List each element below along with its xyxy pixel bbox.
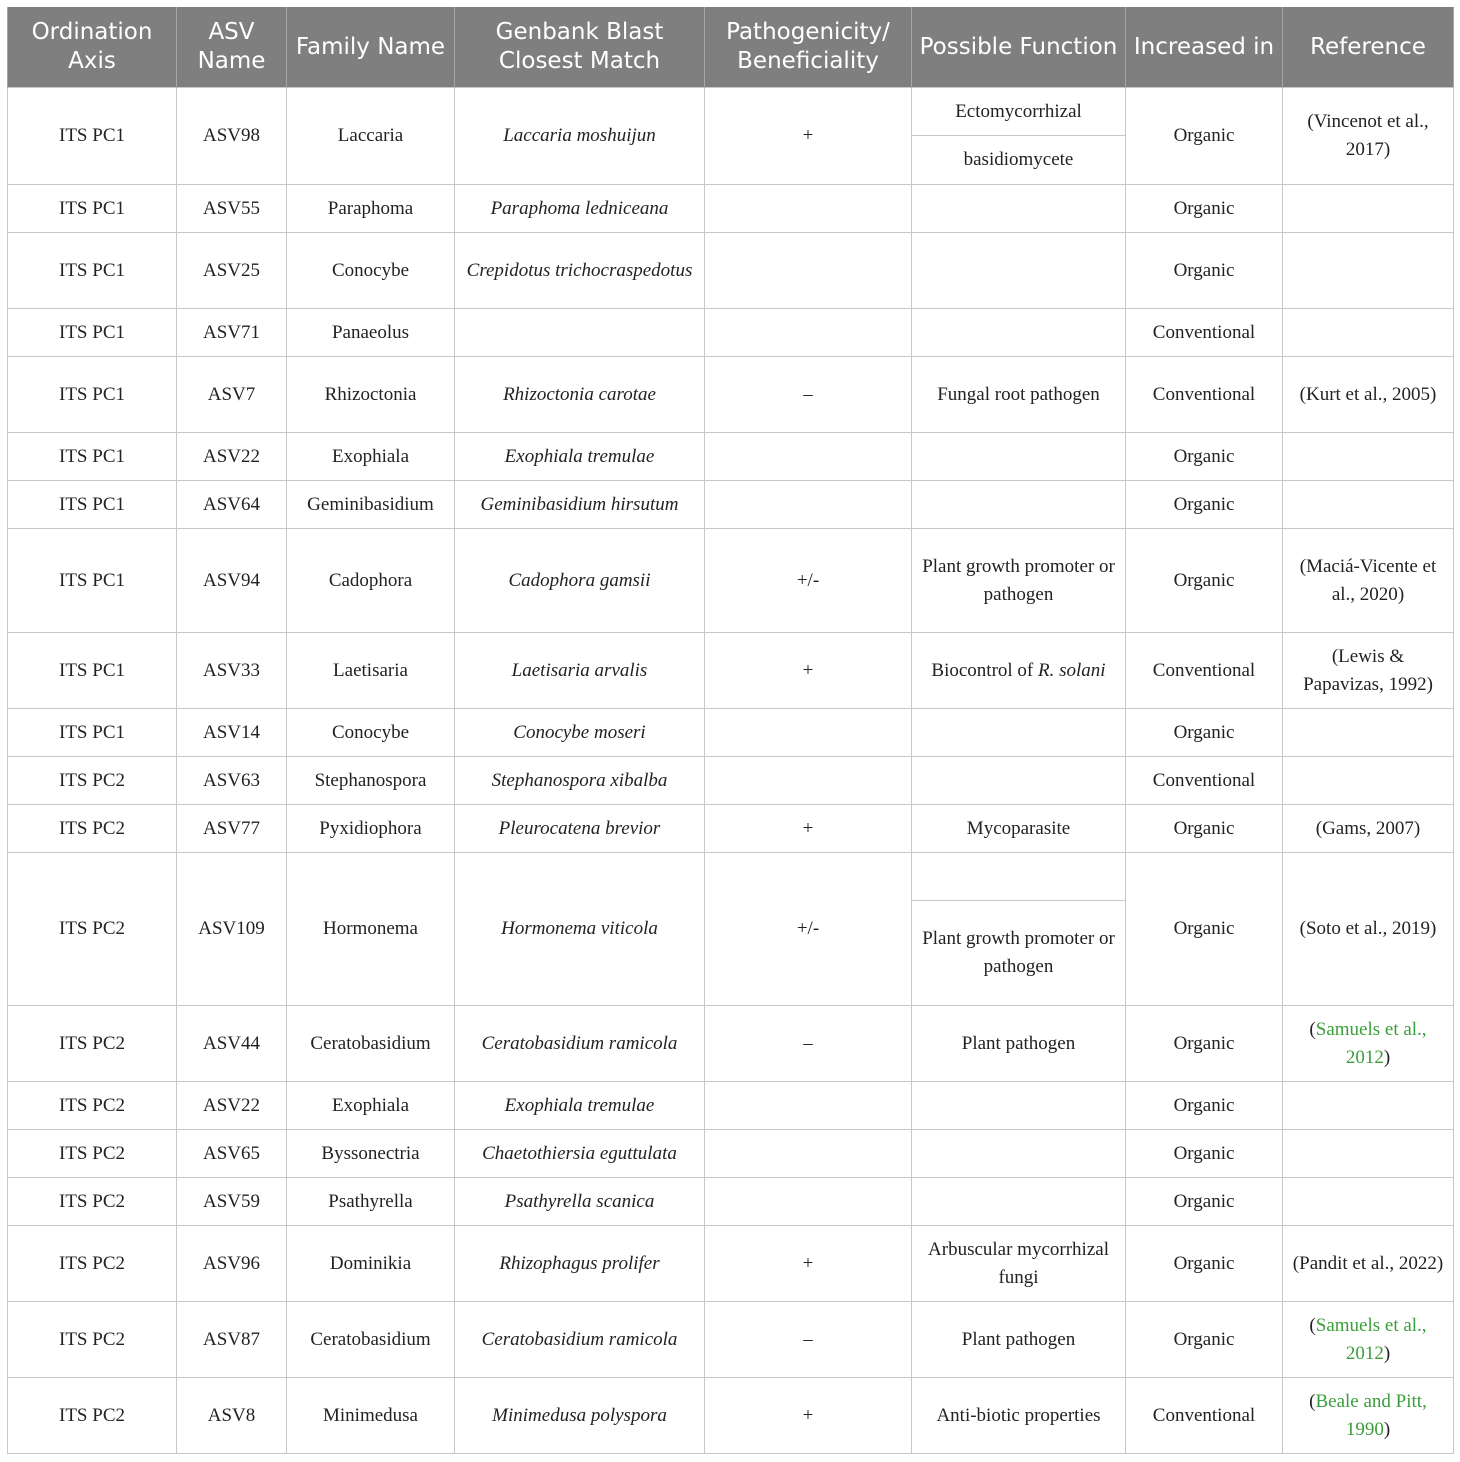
asv-name-cell: ASV22 — [177, 1082, 287, 1130]
table-row — [8, 853, 1454, 1006]
asv-name-cell: ASV94 — [177, 529, 287, 633]
pathogenicity-cell — [705, 481, 912, 529]
closest-match-cell: Crepidotus trichocraspedotus — [455, 233, 705, 309]
reference-cell: (Kurt et al., 2005) — [1283, 357, 1454, 433]
fungal-asv-table — [7, 7, 1454, 1454]
family-name-cell: Geminibasidium — [287, 481, 455, 529]
reference-text: Soto et al., 2019 — [1305, 918, 1431, 939]
possible-function-cell — [912, 481, 1126, 529]
function-subcell: Ectomycorrhizal — [912, 88, 1125, 136]
possible-function-cell — [912, 853, 1126, 1006]
reference-link[interactable]: Samuels et al., 2012 — [1315, 1314, 1427, 1364]
function-subcell: basidiomycete — [963, 149, 1074, 170]
ordination-axis-cell: ITS PC1 — [8, 709, 177, 757]
reference-cell — [1283, 1130, 1454, 1178]
increased-in-cell: Organic — [1126, 1226, 1283, 1302]
table-row — [8, 1302, 1454, 1378]
possible-function-cell: Biocontrol of R. solani — [912, 633, 1126, 709]
increased-in-cell: Conventional — [1126, 357, 1283, 433]
possible-function-cell — [912, 433, 1126, 481]
family-name-cell: Panaeolus — [287, 309, 455, 357]
closest-match-cell: Psathyrella scanica — [455, 1178, 705, 1226]
closest-match-cell: Laccaria moshuijun — [455, 88, 705, 185]
increased-in-cell: Organic — [1126, 1178, 1283, 1226]
increased-in-cell: Conventional — [1126, 757, 1283, 805]
closest-match-cell: Exophiala tremulae — [455, 433, 705, 481]
possible-function-cell: Plant growth promoter or pathogen — [912, 529, 1126, 633]
reference-link[interactable]: Beale and Pitt, 1990 — [1315, 1390, 1427, 1440]
reference-cell — [1283, 309, 1454, 357]
pathogenicity-cell — [705, 233, 912, 309]
reference-cell: (Lewis & Papavizas, 1992) — [1283, 633, 1454, 709]
pathogenicity-cell — [705, 709, 912, 757]
asv-name-cell: ASV63 — [177, 757, 287, 805]
asv-name-cell: ASV33 — [177, 633, 287, 709]
closest-match-cell: Paraphoma ledniceana — [455, 185, 705, 233]
header-increased-in: Increased in — [1126, 7, 1283, 88]
reference-cell: (Pandit et al., 2022) — [1283, 1226, 1454, 1302]
family-name-cell: Stephanospora — [287, 757, 455, 805]
possible-function-cell — [912, 1082, 1126, 1130]
reference-cell: (Samuels et al., 2012) — [1283, 1302, 1454, 1378]
pathogenicity-cell — [705, 1082, 912, 1130]
table-row — [8, 1378, 1454, 1454]
table-row — [8, 433, 1454, 481]
asv-name-cell: ASV55 — [177, 185, 287, 233]
closest-match-cell: Rhizophagus prolifer — [455, 1226, 705, 1302]
table-row — [8, 1130, 1454, 1178]
reference-cell — [1283, 481, 1454, 529]
ordination-axis-cell: ITS PC1 — [8, 233, 177, 309]
family-name-cell: Paraphoma — [287, 185, 455, 233]
reference-cell — [1283, 433, 1454, 481]
ordination-axis-cell: ITS PC1 — [8, 357, 177, 433]
table-row — [8, 1178, 1454, 1226]
increased-in-cell: Organic — [1126, 1130, 1283, 1178]
table-row — [8, 481, 1454, 529]
family-name-cell: Conocybe — [287, 709, 455, 757]
closest-match-cell: Chaetothiersia eguttulata — [455, 1130, 705, 1178]
ordination-axis-cell: ITS PC2 — [8, 1178, 177, 1226]
table-row — [8, 357, 1454, 433]
family-name-cell: Exophiala — [287, 433, 455, 481]
increased-in-cell: Organic — [1126, 433, 1283, 481]
pathogenicity-cell: + — [705, 805, 912, 853]
reference-text: Lewis & Papavizas, 1992 — [1303, 645, 1427, 695]
closest-match-cell — [455, 309, 705, 357]
increased-in-cell: Organic — [1126, 853, 1283, 1006]
increased-in-cell: Organic — [1126, 709, 1283, 757]
reference-text: Pandit et al., 2022 — [1299, 1252, 1437, 1274]
closest-match-cell: Exophiala tremulae — [455, 1082, 705, 1130]
ordination-axis-cell: ITS PC2 — [8, 1302, 177, 1378]
asv-name-cell: ASV59 — [177, 1178, 287, 1226]
reference-link[interactable]: Samuels et al., 2012 — [1315, 1018, 1427, 1068]
family-name-cell: Hormonema — [287, 853, 455, 1006]
table-row — [8, 757, 1454, 805]
possible-function-cell: Anti-biotic properties — [912, 1378, 1126, 1454]
table-row — [8, 709, 1454, 757]
header-family-name: Family Name — [287, 7, 455, 88]
asv-name-cell: ASV64 — [177, 481, 287, 529]
ordination-axis-cell: ITS PC1 — [8, 433, 177, 481]
table-row — [8, 1006, 1454, 1082]
asv-name-cell: ASV25 — [177, 233, 287, 309]
table-row — [8, 309, 1454, 357]
ordination-axis-cell: ITS PC2 — [8, 757, 177, 805]
closest-match-cell: Ceratobasidium ramicola — [455, 1302, 705, 1378]
pathogenicity-cell — [705, 757, 912, 805]
family-name-cell: Laccaria — [287, 88, 455, 185]
ordination-axis-cell: ITS PC1 — [8, 633, 177, 709]
possible-function-cell: Mycoparasite — [912, 805, 1126, 853]
header-row — [8, 7, 1454, 88]
reference-cell — [1283, 1178, 1454, 1226]
pathogenicity-cell: – — [705, 357, 912, 433]
table-row — [8, 529, 1454, 633]
increased-in-cell: Organic — [1126, 1006, 1283, 1082]
asv-name-cell: ASV65 — [177, 1130, 287, 1178]
ordination-axis-cell: ITS PC1 — [8, 481, 177, 529]
asv-name-cell: ASV7 — [177, 357, 287, 433]
family-name-cell: Pyxidiophora — [287, 805, 455, 853]
family-name-cell: Psathyrella — [287, 1178, 455, 1226]
possible-function-cell: Fungal root pathogen — [912, 357, 1126, 433]
pathogenicity-cell: – — [705, 1302, 912, 1378]
increased-in-cell: Organic — [1126, 805, 1283, 853]
increased-in-cell: Organic — [1126, 88, 1283, 185]
closest-match-cell: Conocybe moseri — [455, 709, 705, 757]
possible-function-cell — [912, 1178, 1126, 1226]
pathogenicity-cell: + — [705, 633, 912, 709]
possible-function-cell — [912, 709, 1126, 757]
possible-function-cell — [912, 1130, 1126, 1178]
asv-name-cell: ASV22 — [177, 433, 287, 481]
reference-cell: (Gams, 2007) — [1283, 805, 1454, 853]
ordination-axis-cell: ITS PC2 — [8, 1006, 177, 1082]
header-reference: Reference — [1283, 7, 1454, 88]
closest-match-cell: Geminibasidium hirsutum — [455, 481, 705, 529]
header-ordination-axis: Ordination Axis — [8, 7, 177, 88]
asv-name-cell: ASV8 — [177, 1378, 287, 1454]
pathogenicity-cell: – — [705, 1006, 912, 1082]
header-asv-name: ASV Name — [177, 7, 287, 88]
table-row — [8, 805, 1454, 853]
reference-cell: (Samuels et al., 2012) — [1283, 1006, 1454, 1082]
pathogenicity-cell: +/- — [705, 529, 912, 633]
ordination-axis-cell: ITS PC2 — [8, 1378, 177, 1454]
increased-in-cell: Organic — [1126, 481, 1283, 529]
header-pathogenicity: Pathogenicity/ Beneficiality — [705, 7, 912, 88]
pathogenicity-cell — [705, 1130, 912, 1178]
possible-function-cell: Plant pathogen — [912, 1302, 1126, 1378]
ordination-axis-cell: ITS PC1 — [8, 185, 177, 233]
family-name-cell: Conocybe — [287, 233, 455, 309]
function-subcell: Plant growth promoter or pathogen — [922, 928, 1115, 977]
reference-text: Kurt et al., 2005 — [1305, 383, 1430, 405]
table-row — [8, 1226, 1454, 1302]
increased-in-cell: Organic — [1126, 233, 1283, 309]
closest-match-cell: Hormonema viticola — [455, 853, 705, 1006]
closest-match-cell: Rhizoctonia carotae — [455, 357, 705, 433]
table-row — [8, 1082, 1454, 1130]
family-name-cell: Dominikia — [287, 1226, 455, 1302]
reference-cell: (Beale and Pitt, 1990) — [1283, 1378, 1454, 1454]
pathogenicity-cell: +/- — [705, 853, 912, 1006]
pathogenicity-cell — [705, 1178, 912, 1226]
reference-cell: (Soto et al., 2019) — [1283, 853, 1454, 1006]
possible-function-cell: Arbuscular mycorrhizal fungi — [912, 1226, 1126, 1302]
possible-function-cell — [912, 757, 1126, 805]
pathogenicity-cell — [705, 309, 912, 357]
reference-cell — [1283, 709, 1454, 757]
increased-in-cell: Conventional — [1126, 633, 1283, 709]
asv-name-cell: ASV109 — [177, 853, 287, 1006]
pathogenicity-cell: + — [705, 1378, 912, 1454]
table-row — [8, 233, 1454, 309]
possible-function-cell — [912, 233, 1126, 309]
reference-text: Vincenot et al., 2017 — [1313, 111, 1429, 160]
pathogenicity-cell: + — [705, 88, 912, 185]
family-name-cell: Ceratobasidium — [287, 1302, 455, 1378]
increased-in-cell: Organic — [1126, 185, 1283, 233]
asv-name-cell: ASV14 — [177, 709, 287, 757]
possible-function-cell — [912, 185, 1126, 233]
asv-name-cell: ASV44 — [177, 1006, 287, 1082]
pathogenicity-cell: + — [705, 1226, 912, 1302]
family-name-cell: Byssonectria — [287, 1130, 455, 1178]
ordination-axis-cell: ITS PC1 — [8, 88, 177, 185]
header-possible-function: Possible Function — [912, 7, 1126, 88]
ordination-axis-cell: ITS PC1 — [8, 529, 177, 633]
reference-text: Gams, 2007 — [1322, 817, 1414, 839]
header-genbank-match: Genbank Blast Closest Match — [455, 7, 705, 88]
ordination-axis-cell: ITS PC2 — [8, 1082, 177, 1130]
closest-match-cell: Minimedusa polyspora — [455, 1378, 705, 1454]
reference-cell — [1283, 185, 1454, 233]
pathogenicity-cell — [705, 185, 912, 233]
table-row — [8, 185, 1454, 233]
reference-cell: (Vincenot et al., 2017) — [1283, 88, 1454, 185]
function-subcell — [912, 853, 1125, 901]
reference-cell — [1283, 1082, 1454, 1130]
asv-name-cell: ASV98 — [177, 88, 287, 185]
family-name-cell: Ceratobasidium — [287, 1006, 455, 1082]
ordination-axis-cell: ITS PC2 — [8, 1226, 177, 1302]
family-name-cell: Cadophora — [287, 529, 455, 633]
family-name-cell: Minimedusa — [287, 1378, 455, 1454]
reference-text: Maciá-Vicente et al., 2020 — [1306, 555, 1437, 605]
increased-in-cell: Conventional — [1126, 1378, 1283, 1454]
possible-function-cell: Plant pathogen — [912, 1006, 1126, 1082]
asv-name-cell: ASV87 — [177, 1302, 287, 1378]
closest-match-cell: Ceratobasidium ramicola — [455, 1006, 705, 1082]
species-name: R. solani — [1038, 659, 1106, 681]
asv-name-cell: ASV96 — [177, 1226, 287, 1302]
increased-in-cell: Organic — [1126, 529, 1283, 633]
possible-function-cell — [912, 88, 1126, 185]
closest-match-cell: Stephanospora xibalba — [455, 757, 705, 805]
ordination-axis-cell: ITS PC2 — [8, 805, 177, 853]
family-name-cell: Exophiala — [287, 1082, 455, 1130]
closest-match-cell: Pleurocatena brevior — [455, 805, 705, 853]
ordination-axis-cell: ITS PC2 — [8, 1130, 177, 1178]
asv-name-cell: ASV71 — [177, 309, 287, 357]
closest-match-cell: Laetisaria arvalis — [455, 633, 705, 709]
pathogenicity-cell — [705, 433, 912, 481]
ordination-axis-cell: ITS PC2 — [8, 853, 177, 1006]
family-name-cell: Rhizoctonia — [287, 357, 455, 433]
table-row — [8, 88, 1454, 185]
asv-name-cell: ASV77 — [177, 805, 287, 853]
possible-function-cell — [912, 309, 1126, 357]
reference-cell — [1283, 757, 1454, 805]
increased-in-cell: Organic — [1126, 1082, 1283, 1130]
family-name-cell: Laetisaria — [287, 633, 455, 709]
increased-in-cell: Conventional — [1126, 309, 1283, 357]
closest-match-cell: Cadophora gamsii — [455, 529, 705, 633]
reference-cell: (Maciá-Vicente et al., 2020) — [1283, 529, 1454, 633]
increased-in-cell: Organic — [1126, 1302, 1283, 1378]
table-row — [8, 633, 1454, 709]
ordination-axis-cell: ITS PC1 — [8, 309, 177, 357]
reference-cell — [1283, 233, 1454, 309]
